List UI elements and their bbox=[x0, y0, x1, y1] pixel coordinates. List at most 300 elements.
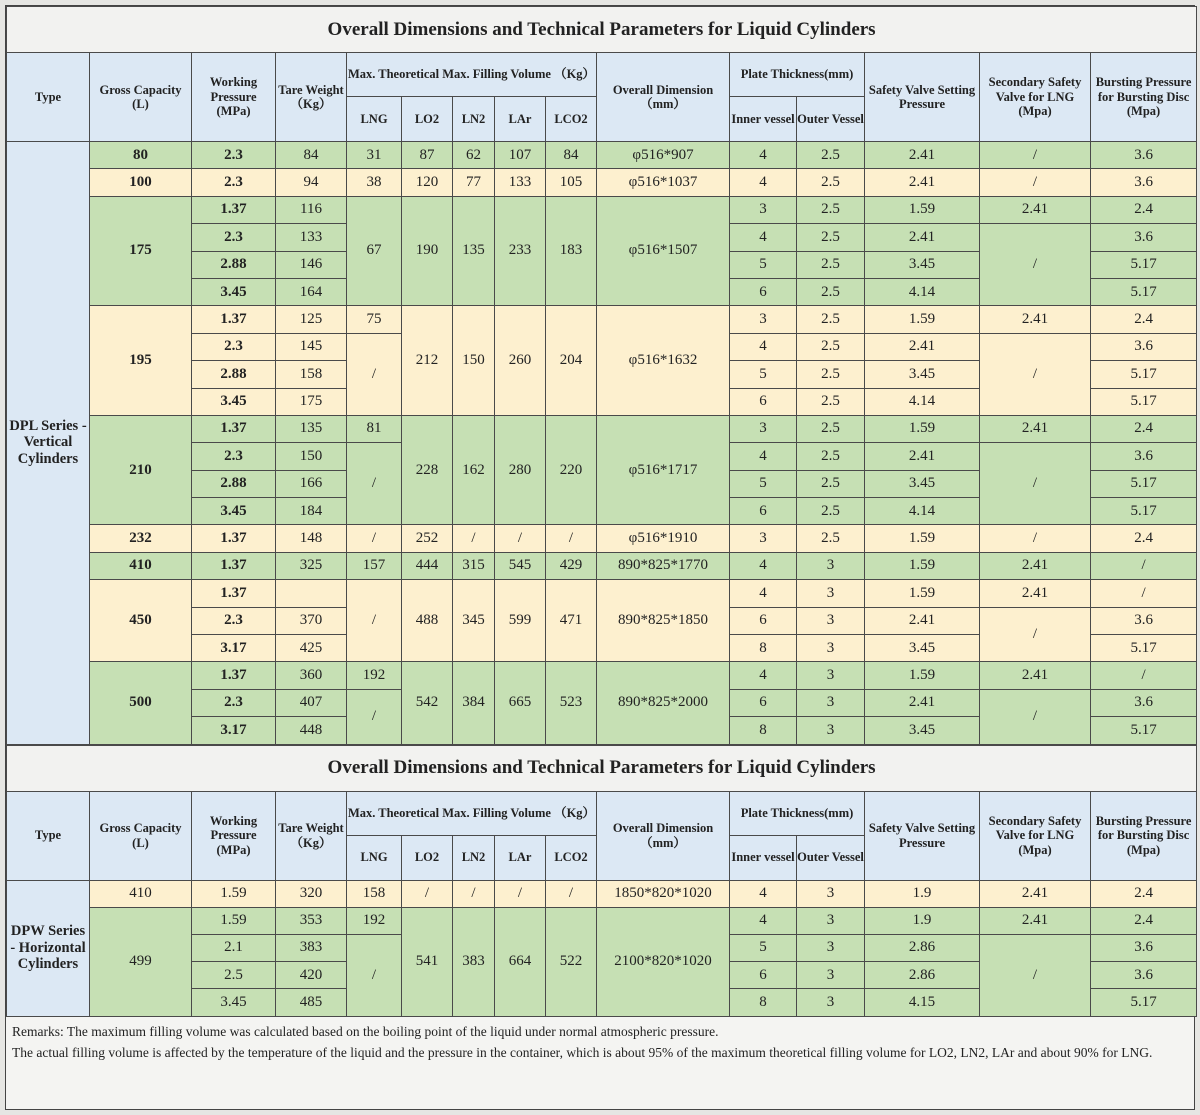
cell-outer: 3 bbox=[797, 607, 865, 634]
header-ln2: LN2 bbox=[453, 835, 495, 880]
cell-inner: 4 bbox=[730, 552, 797, 579]
header-overall-dimension: Overall Dimension （mm） bbox=[597, 53, 730, 142]
series-type: DPW Series - Horizontal Cylinders bbox=[7, 880, 90, 1016]
cell-gross: 450 bbox=[90, 580, 192, 662]
header-outer-vessel: Outer Vessel bbox=[797, 835, 865, 880]
cell-lar: / bbox=[495, 880, 546, 907]
cell-lco2: 523 bbox=[546, 662, 597, 744]
cell-lo2: 87 bbox=[402, 142, 453, 169]
cell-tare: 325 bbox=[276, 552, 347, 579]
cell-lo2: 444 bbox=[402, 552, 453, 579]
cell-safety: 4.14 bbox=[865, 388, 980, 415]
cell-ln2: 62 bbox=[453, 142, 495, 169]
cell-outer: 3 bbox=[797, 962, 865, 989]
cell-outer: 3 bbox=[797, 934, 865, 961]
cell-outer: 2.5 bbox=[797, 498, 865, 525]
header-outer-vessel: Outer Vessel bbox=[797, 97, 865, 142]
header-lo2: LO2 bbox=[402, 835, 453, 880]
cell-inner: 4 bbox=[730, 907, 797, 934]
cell-bursting: / bbox=[1091, 662, 1197, 689]
cell-tare: 84 bbox=[276, 142, 347, 169]
cell-tare: 360 bbox=[276, 662, 347, 689]
cell-outer: 2.5 bbox=[797, 333, 865, 360]
header-tare-weight: Tare Weight （Kg） bbox=[276, 53, 347, 142]
table-row bbox=[7, 552, 1197, 579]
cell-lng: / bbox=[347, 689, 402, 744]
cell-lo2: 228 bbox=[402, 415, 453, 525]
cell-bursting: 3.6 bbox=[1091, 443, 1197, 470]
cell-bursting: 5.17 bbox=[1091, 361, 1197, 388]
cell-outer: 3 bbox=[797, 717, 865, 744]
cell-lco2: 84 bbox=[546, 142, 597, 169]
cell-tare: 158 bbox=[276, 361, 347, 388]
cell-safety: 2.41 bbox=[865, 607, 980, 634]
cell-gross: 500 bbox=[90, 662, 192, 744]
cell-lar: 665 bbox=[495, 662, 546, 744]
cell-bursting: / bbox=[1091, 580, 1197, 607]
cell-outer: 2.5 bbox=[797, 525, 865, 552]
header-lng: LNG bbox=[347, 97, 402, 142]
cell-safety: 2.41 bbox=[865, 224, 980, 251]
table-row bbox=[7, 142, 1197, 169]
cell-overall: 890*825*1770 bbox=[597, 552, 730, 579]
cell-lo2: 190 bbox=[402, 196, 453, 306]
cell-outer: 2.5 bbox=[797, 361, 865, 388]
cell-inner: 3 bbox=[730, 196, 797, 223]
cell-gross: 499 bbox=[90, 907, 192, 1016]
cell-secondary: 2.41 bbox=[980, 662, 1091, 689]
cell-safety: 2.41 bbox=[865, 169, 980, 196]
cell-secondary: / bbox=[980, 607, 1091, 662]
cell-bursting: 5.17 bbox=[1091, 635, 1197, 662]
cell-bursting: 5.17 bbox=[1091, 470, 1197, 497]
cell-bursting: 3.6 bbox=[1091, 962, 1197, 989]
cell-inner: 8 bbox=[730, 635, 797, 662]
cell-ln2: 384 bbox=[453, 662, 495, 744]
cell-safety: 2.41 bbox=[865, 142, 980, 169]
cell-bursting: 3.6 bbox=[1091, 224, 1197, 251]
cell-working: 2.88 bbox=[192, 470, 276, 497]
header-inner-vessel: Inner vessel bbox=[730, 97, 797, 142]
cell-safety: 2.41 bbox=[865, 333, 980, 360]
cell-tare: 407 bbox=[276, 689, 347, 716]
remark-line: Remarks: The maximum filling volume was calculated based on the boiling point of the liquid under normal atmospheric pressure. bbox=[12, 1023, 719, 1039]
cell-safety: 4.15 bbox=[865, 989, 980, 1016]
cell-gross: 210 bbox=[90, 415, 192, 525]
cell-tare: 135 bbox=[276, 415, 347, 442]
cell-working: 1.59 bbox=[192, 907, 276, 934]
cell-overall: 890*825*1850 bbox=[597, 580, 730, 662]
cell-safety: 2.86 bbox=[865, 934, 980, 961]
cell-working: 1.37 bbox=[192, 525, 276, 552]
cell-outer: 2.5 bbox=[797, 443, 865, 470]
header-plate-thickness: Plate Thickness(mm) bbox=[730, 53, 865, 97]
cell-lo2: 120 bbox=[402, 169, 453, 196]
cell-lng: 192 bbox=[347, 907, 402, 934]
cell-lng: 158 bbox=[347, 880, 402, 907]
cell-secondary: / bbox=[980, 169, 1091, 196]
table-title: Overall Dimensions and Technical Parameters for Liquid Cylinders bbox=[7, 7, 1197, 53]
cell-lo2: 212 bbox=[402, 306, 453, 416]
cell-safety: 4.14 bbox=[865, 278, 980, 305]
cell-inner: 3 bbox=[730, 306, 797, 333]
cell-lng: / bbox=[347, 580, 402, 662]
cell-overall: 890*825*2000 bbox=[597, 662, 730, 744]
cell-gross: 80 bbox=[90, 142, 192, 169]
cell-outer: 2.5 bbox=[797, 415, 865, 442]
header-secondary-valve: Secondary Safety Valve for LNG (Mpa) bbox=[980, 791, 1091, 880]
cell-working: 3.17 bbox=[192, 635, 276, 662]
header-plate-thickness: Plate Thickness(mm) bbox=[730, 791, 865, 835]
header-tare-weight: Tare Weight （Kg） bbox=[276, 791, 347, 880]
cell-lng: 38 bbox=[347, 169, 402, 196]
cell-working: 2.3 bbox=[192, 169, 276, 196]
header-working-pressure: Working Pressure (MPa) bbox=[192, 791, 276, 880]
cell-gross: 100 bbox=[90, 169, 192, 196]
cell-lco2: 471 bbox=[546, 580, 597, 662]
cell-tare: 485 bbox=[276, 989, 347, 1016]
cell-outer: 3 bbox=[797, 689, 865, 716]
cell-overall: φ516*1632 bbox=[597, 306, 730, 416]
cell-bursting: 2.4 bbox=[1091, 415, 1197, 442]
cell-tare: 116 bbox=[276, 196, 347, 223]
cell-outer: 3 bbox=[797, 989, 865, 1016]
cell-safety: 4.14 bbox=[865, 498, 980, 525]
cell-outer: 2.5 bbox=[797, 142, 865, 169]
cell-lar: 133 bbox=[495, 169, 546, 196]
cell-inner: 4 bbox=[730, 142, 797, 169]
header-bursting-pressure: Bursting Pressure for Bursting Disc (Mpa) bbox=[1091, 53, 1197, 142]
cell-inner: 4 bbox=[730, 443, 797, 470]
cell-working: 2.3 bbox=[192, 689, 276, 716]
header-lco2: LCO2 bbox=[546, 835, 597, 880]
cell-ln2: 315 bbox=[453, 552, 495, 579]
cell-lco2: / bbox=[546, 525, 597, 552]
cell-outer: 2.5 bbox=[797, 169, 865, 196]
cell-secondary: / bbox=[980, 525, 1091, 552]
cell-lng: 81 bbox=[347, 415, 402, 442]
remark-line: The actual filling volume is affected by the temperature of the liquid and the pressure in the container, which is about 95% of the maximum theoretical filling volume for LO2, LN2, LAr and about 90% for LNG. bbox=[12, 1045, 1153, 1061]
cell-secondary: 2.41 bbox=[980, 580, 1091, 607]
cell-lar: 599 bbox=[495, 580, 546, 662]
table-row bbox=[7, 880, 1197, 907]
cell-lar: 664 bbox=[495, 907, 546, 1016]
cell-bursting: 2.4 bbox=[1091, 525, 1197, 552]
cell-overall: φ516*907 bbox=[597, 142, 730, 169]
cell-lng: 157 bbox=[347, 552, 402, 579]
cell-outer: 3 bbox=[797, 662, 865, 689]
cell-inner: 8 bbox=[730, 989, 797, 1016]
cell-safety: 3.45 bbox=[865, 251, 980, 278]
cell-safety: 3.45 bbox=[865, 717, 980, 744]
cell-secondary: 2.41 bbox=[980, 196, 1091, 223]
cell-safety: 3.45 bbox=[865, 361, 980, 388]
cell-bursting: 2.4 bbox=[1091, 880, 1197, 907]
cell-inner: 5 bbox=[730, 934, 797, 961]
cell-tare: 425 bbox=[276, 635, 347, 662]
cell-safety: 1.59 bbox=[865, 415, 980, 442]
cell-working: 3.17 bbox=[192, 717, 276, 744]
cell-safety: 1.59 bbox=[865, 306, 980, 333]
cell-ln2: / bbox=[453, 525, 495, 552]
cell-safety: 1.59 bbox=[865, 525, 980, 552]
cell-outer: 3 bbox=[797, 552, 865, 579]
cell-lco2: 204 bbox=[546, 306, 597, 416]
cell-bursting: 2.4 bbox=[1091, 306, 1197, 333]
cell-safety: 1.59 bbox=[865, 196, 980, 223]
cell-bursting: 3.6 bbox=[1091, 934, 1197, 961]
cell-working: 2.3 bbox=[192, 333, 276, 360]
cell-gross: 410 bbox=[90, 880, 192, 907]
cell-lng: / bbox=[347, 443, 402, 525]
cell-bursting: 3.6 bbox=[1091, 689, 1197, 716]
cell-bursting: 3.6 bbox=[1091, 169, 1197, 196]
cell-lar: / bbox=[495, 525, 546, 552]
cell-tare: 166 bbox=[276, 470, 347, 497]
remarks bbox=[6, 1017, 1194, 1068]
cell-lng: 75 bbox=[347, 306, 402, 333]
header-safety-valve: Safety Valve Setting Pressure bbox=[865, 53, 980, 142]
cell-tare: 370 bbox=[276, 607, 347, 634]
table-row bbox=[7, 196, 1197, 223]
cell-secondary: / bbox=[980, 934, 1091, 1016]
cell-tare: 353 bbox=[276, 907, 347, 934]
cell-ln2: 135 bbox=[453, 196, 495, 306]
cell-tare bbox=[276, 580, 347, 607]
cell-working: 3.45 bbox=[192, 989, 276, 1016]
cell-working: 1.37 bbox=[192, 662, 276, 689]
cell-working: 2.3 bbox=[192, 443, 276, 470]
header-lng: LNG bbox=[347, 835, 402, 880]
cell-tare: 145 bbox=[276, 333, 347, 360]
cell-tare: 420 bbox=[276, 962, 347, 989]
cell-working: 2.88 bbox=[192, 251, 276, 278]
cell-safety: 3.45 bbox=[865, 635, 980, 662]
header-safety-valve: Safety Valve Setting Pressure bbox=[865, 791, 980, 880]
cell-ln2: 345 bbox=[453, 580, 495, 662]
cell-inner: 4 bbox=[730, 224, 797, 251]
cell-working: 1.37 bbox=[192, 306, 276, 333]
cell-lo2: / bbox=[402, 880, 453, 907]
cell-inner: 4 bbox=[730, 333, 797, 360]
cell-inner: 8 bbox=[730, 717, 797, 744]
cell-tare: 150 bbox=[276, 443, 347, 470]
cell-working: 2.88 bbox=[192, 361, 276, 388]
cell-lco2: 522 bbox=[546, 907, 597, 1016]
cell-bursting: 3.6 bbox=[1091, 607, 1197, 634]
cell-outer: 3 bbox=[797, 880, 865, 907]
cell-secondary: / bbox=[980, 142, 1091, 169]
cell-bursting: 5.17 bbox=[1091, 278, 1197, 305]
cell-overall: φ516*1717 bbox=[597, 415, 730, 525]
cell-secondary: / bbox=[980, 333, 1091, 415]
cell-inner: 6 bbox=[730, 962, 797, 989]
cell-safety: 1.9 bbox=[865, 907, 980, 934]
cell-overall: 1850*820*1020 bbox=[597, 880, 730, 907]
cell-working: 2.5 bbox=[192, 962, 276, 989]
cell-secondary: 2.41 bbox=[980, 552, 1091, 579]
cell-bursting: 3.6 bbox=[1091, 142, 1197, 169]
cell-bursting: 5.17 bbox=[1091, 498, 1197, 525]
cell-lco2: 183 bbox=[546, 196, 597, 306]
cell-safety: 1.9 bbox=[865, 880, 980, 907]
cell-ln2: 383 bbox=[453, 907, 495, 1016]
table-row bbox=[7, 525, 1197, 552]
cell-tare: 383 bbox=[276, 934, 347, 961]
cell-outer: 3 bbox=[797, 580, 865, 607]
header-lo2: LO2 bbox=[402, 97, 453, 142]
cell-bursting: / bbox=[1091, 552, 1197, 579]
cell-secondary: / bbox=[980, 443, 1091, 525]
cell-bursting: 3.6 bbox=[1091, 333, 1197, 360]
cell-lco2: 429 bbox=[546, 552, 597, 579]
cell-lng: 31 bbox=[347, 142, 402, 169]
cell-gross: 232 bbox=[90, 525, 192, 552]
cell-working: 1.37 bbox=[192, 196, 276, 223]
header-lar: LAr bbox=[495, 97, 546, 142]
cell-outer: 3 bbox=[797, 635, 865, 662]
cell-lar: 233 bbox=[495, 196, 546, 306]
header-inner-vessel: Inner vessel bbox=[730, 835, 797, 880]
cell-gross: 410 bbox=[90, 552, 192, 579]
spec-sheet bbox=[5, 5, 1195, 1110]
cell-working: 3.45 bbox=[192, 498, 276, 525]
dpl-table bbox=[6, 6, 1197, 745]
cell-lar: 545 bbox=[495, 552, 546, 579]
cell-tare: 184 bbox=[276, 498, 347, 525]
cell-working: 2.3 bbox=[192, 224, 276, 251]
header-filling-volume: Max. Theoretical Max. Filling Volume （Kg） bbox=[347, 791, 597, 835]
cell-lar: 260 bbox=[495, 306, 546, 416]
cell-working: 1.59 bbox=[192, 880, 276, 907]
header-lar: LAr bbox=[495, 835, 546, 880]
cell-overall: φ516*1910 bbox=[597, 525, 730, 552]
cell-working: 3.45 bbox=[192, 388, 276, 415]
cell-working: 2.3 bbox=[192, 142, 276, 169]
cell-lco2: 220 bbox=[546, 415, 597, 525]
cell-tare: 164 bbox=[276, 278, 347, 305]
cell-ln2: / bbox=[453, 880, 495, 907]
cell-inner: 6 bbox=[730, 607, 797, 634]
cell-safety: 2.41 bbox=[865, 689, 980, 716]
cell-inner: 3 bbox=[730, 525, 797, 552]
header-working-pressure: Working Pressure (MPa) bbox=[192, 53, 276, 142]
cell-inner: 4 bbox=[730, 662, 797, 689]
cell-safety: 2.86 bbox=[865, 962, 980, 989]
cell-inner: 5 bbox=[730, 470, 797, 497]
cell-tare: 148 bbox=[276, 525, 347, 552]
cell-inner: 3 bbox=[730, 415, 797, 442]
cell-working: 2.1 bbox=[192, 934, 276, 961]
cell-lo2: 541 bbox=[402, 907, 453, 1016]
cell-inner: 6 bbox=[730, 689, 797, 716]
header-type: Type bbox=[7, 791, 90, 880]
cell-safety: 1.59 bbox=[865, 662, 980, 689]
cell-outer: 2.5 bbox=[797, 470, 865, 497]
cell-working: 2.3 bbox=[192, 607, 276, 634]
table-row bbox=[7, 306, 1197, 333]
cell-tare: 175 bbox=[276, 388, 347, 415]
cell-working: 1.37 bbox=[192, 552, 276, 579]
cell-safety: 2.41 bbox=[865, 443, 980, 470]
cell-ln2: 150 bbox=[453, 306, 495, 416]
cell-lo2: 252 bbox=[402, 525, 453, 552]
header-secondary-valve: Secondary Safety Valve for LNG (Mpa) bbox=[980, 53, 1091, 142]
table-row bbox=[7, 169, 1197, 196]
cell-lng: / bbox=[347, 333, 402, 415]
cell-inner: 4 bbox=[730, 580, 797, 607]
cell-secondary: / bbox=[980, 224, 1091, 306]
cell-lo2: 488 bbox=[402, 580, 453, 662]
cell-secondary: 2.41 bbox=[980, 907, 1091, 934]
cell-secondary: 2.41 bbox=[980, 415, 1091, 442]
cell-bursting: 5.17 bbox=[1091, 388, 1197, 415]
cell-ln2: 162 bbox=[453, 415, 495, 525]
cell-secondary: 2.41 bbox=[980, 306, 1091, 333]
cell-overall: φ516*1507 bbox=[597, 196, 730, 306]
cell-tare: 125 bbox=[276, 306, 347, 333]
cell-gross: 175 bbox=[90, 196, 192, 306]
cell-lar: 280 bbox=[495, 415, 546, 525]
table-title: Overall Dimensions and Technical Parameters for Liquid Cylinders bbox=[7, 745, 1197, 791]
cell-working: 3.45 bbox=[192, 278, 276, 305]
header-ln2: LN2 bbox=[453, 97, 495, 142]
cell-lng: / bbox=[347, 525, 402, 552]
cell-ln2: 77 bbox=[453, 169, 495, 196]
cell-outer: 2.5 bbox=[797, 196, 865, 223]
cell-inner: 6 bbox=[730, 388, 797, 415]
cell-safety: 1.59 bbox=[865, 580, 980, 607]
header-gross-capacity: Gross Capacity (L) bbox=[90, 791, 192, 880]
cell-working: 1.37 bbox=[192, 580, 276, 607]
cell-lo2: 542 bbox=[402, 662, 453, 744]
header-overall-dimension: Overall Dimension （mm） bbox=[597, 791, 730, 880]
cell-inner: 6 bbox=[730, 278, 797, 305]
cell-working: 1.37 bbox=[192, 415, 276, 442]
cell-tare: 320 bbox=[276, 880, 347, 907]
cell-outer: 2.5 bbox=[797, 388, 865, 415]
cell-tare: 133 bbox=[276, 224, 347, 251]
cell-inner: 4 bbox=[730, 169, 797, 196]
table-row bbox=[7, 907, 1197, 934]
dpw-table bbox=[6, 745, 1197, 1017]
table-row bbox=[7, 662, 1197, 689]
cell-bursting: 2.4 bbox=[1091, 196, 1197, 223]
header-filling-volume: Max. Theoretical Max. Filling Volume （Kg） bbox=[347, 53, 597, 97]
series-type: DPL Series - Vertical Cylinders bbox=[7, 142, 90, 745]
header-bursting-pressure: Bursting Pressure for Bursting Disc (Mpa) bbox=[1091, 791, 1197, 880]
cell-tare: 448 bbox=[276, 717, 347, 744]
cell-inner: 4 bbox=[730, 880, 797, 907]
table-row bbox=[7, 415, 1197, 442]
cell-tare: 146 bbox=[276, 251, 347, 278]
cell-inner: 5 bbox=[730, 251, 797, 278]
cell-bursting: 5.17 bbox=[1091, 717, 1197, 744]
cell-lco2: / bbox=[546, 880, 597, 907]
cell-outer: 2.5 bbox=[797, 278, 865, 305]
cell-overall: 2100*820*1020 bbox=[597, 907, 730, 1016]
table-row bbox=[7, 580, 1197, 607]
cell-lng: 192 bbox=[347, 662, 402, 689]
header-gross-capacity: Gross Capacity (L) bbox=[90, 53, 192, 142]
cell-lng: 67 bbox=[347, 196, 402, 306]
cell-outer: 3 bbox=[797, 907, 865, 934]
cell-overall: φ516*1037 bbox=[597, 169, 730, 196]
cell-bursting: 2.4 bbox=[1091, 907, 1197, 934]
cell-inner: 5 bbox=[730, 361, 797, 388]
cell-tare: 94 bbox=[276, 169, 347, 196]
cell-safety: 3.45 bbox=[865, 470, 980, 497]
